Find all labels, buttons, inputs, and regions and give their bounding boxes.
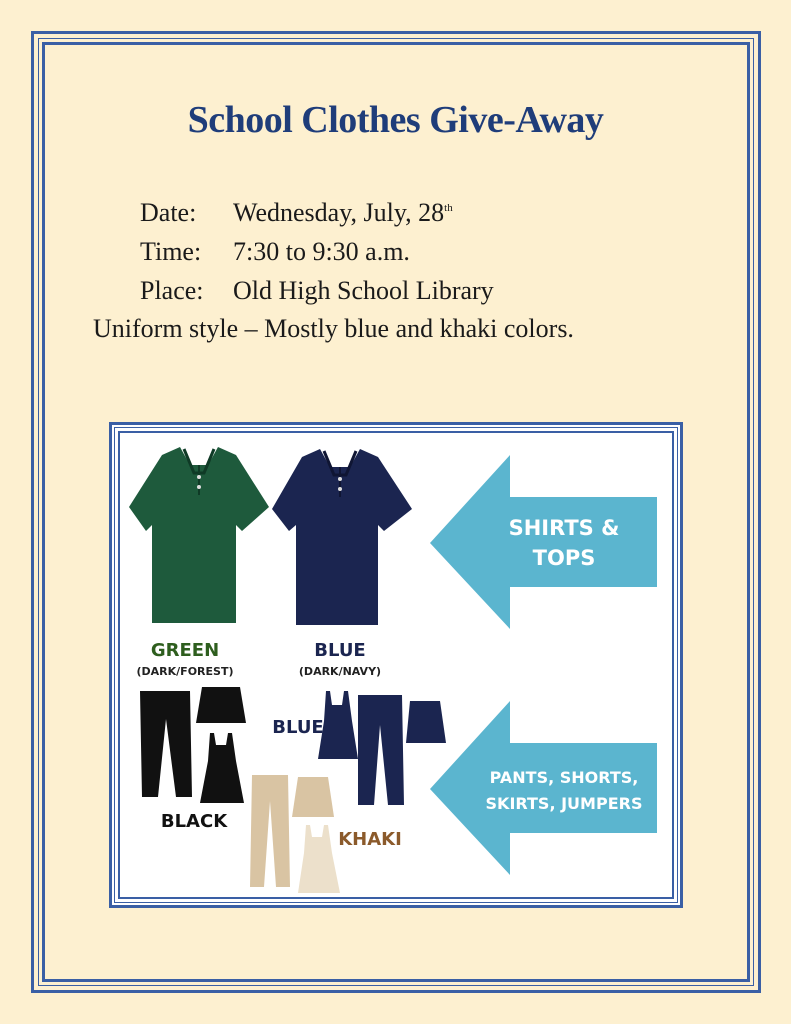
blue-sub-label: (DARK/NAVY): [298, 665, 382, 678]
arrow-bottom-line1: PANTS, SHORTS,: [489, 768, 639, 787]
black-pants: [140, 691, 192, 797]
pants-shorts-arrow: [430, 701, 657, 875]
arrow-top-line2: TOPS: [532, 546, 596, 570]
blue-bottoms-label: BLUE: [272, 717, 324, 738]
khaki-label: KHAKI: [338, 829, 402, 850]
khaki-jumper: [298, 825, 340, 893]
uniform-guide-illustration: [112, 425, 686, 911]
navy-pants: [358, 695, 404, 805]
arrow-bottom-line2: SKIRTS, JUMPERS: [485, 794, 643, 813]
black-skirt: [196, 687, 246, 723]
navy-polo-shirt: [272, 449, 412, 625]
shirts-tops-arrow: [430, 455, 657, 629]
blue-shirt-label: BLUE: [314, 640, 366, 661]
green-sub-label: (DARK/FOREST): [136, 665, 234, 678]
flyer-title: School Clothes Give-Away: [187, 99, 604, 141]
khaki-skirt: [292, 777, 334, 817]
black-jumper: [200, 733, 244, 803]
green-label: GREEN: [150, 640, 220, 661]
black-label: BLACK: [160, 811, 228, 832]
place-value: Old High School Library: [233, 276, 494, 305]
date-label: Date:: [140, 198, 197, 227]
navy-skirt: [406, 701, 446, 743]
date-text: Wednesday, July, 28: [233, 198, 445, 227]
uniform-guide-image: [109, 422, 683, 908]
date-value: [233, 198, 453, 228]
time-label: Time:: [140, 237, 202, 266]
place-label: Place:: [140, 276, 204, 305]
green-polo-shirt: [129, 447, 269, 623]
date-suffix: th: [444, 202, 453, 214]
khaki-pants: [250, 775, 290, 887]
navy-jumper: [318, 691, 358, 759]
time-value: 7:30 to 9:30 a.m.: [233, 237, 410, 266]
uniform-note: Uniform style – Mostly blue and khaki colors.: [93, 314, 574, 343]
arrow-top-line1: SHIRTS &: [508, 516, 620, 540]
